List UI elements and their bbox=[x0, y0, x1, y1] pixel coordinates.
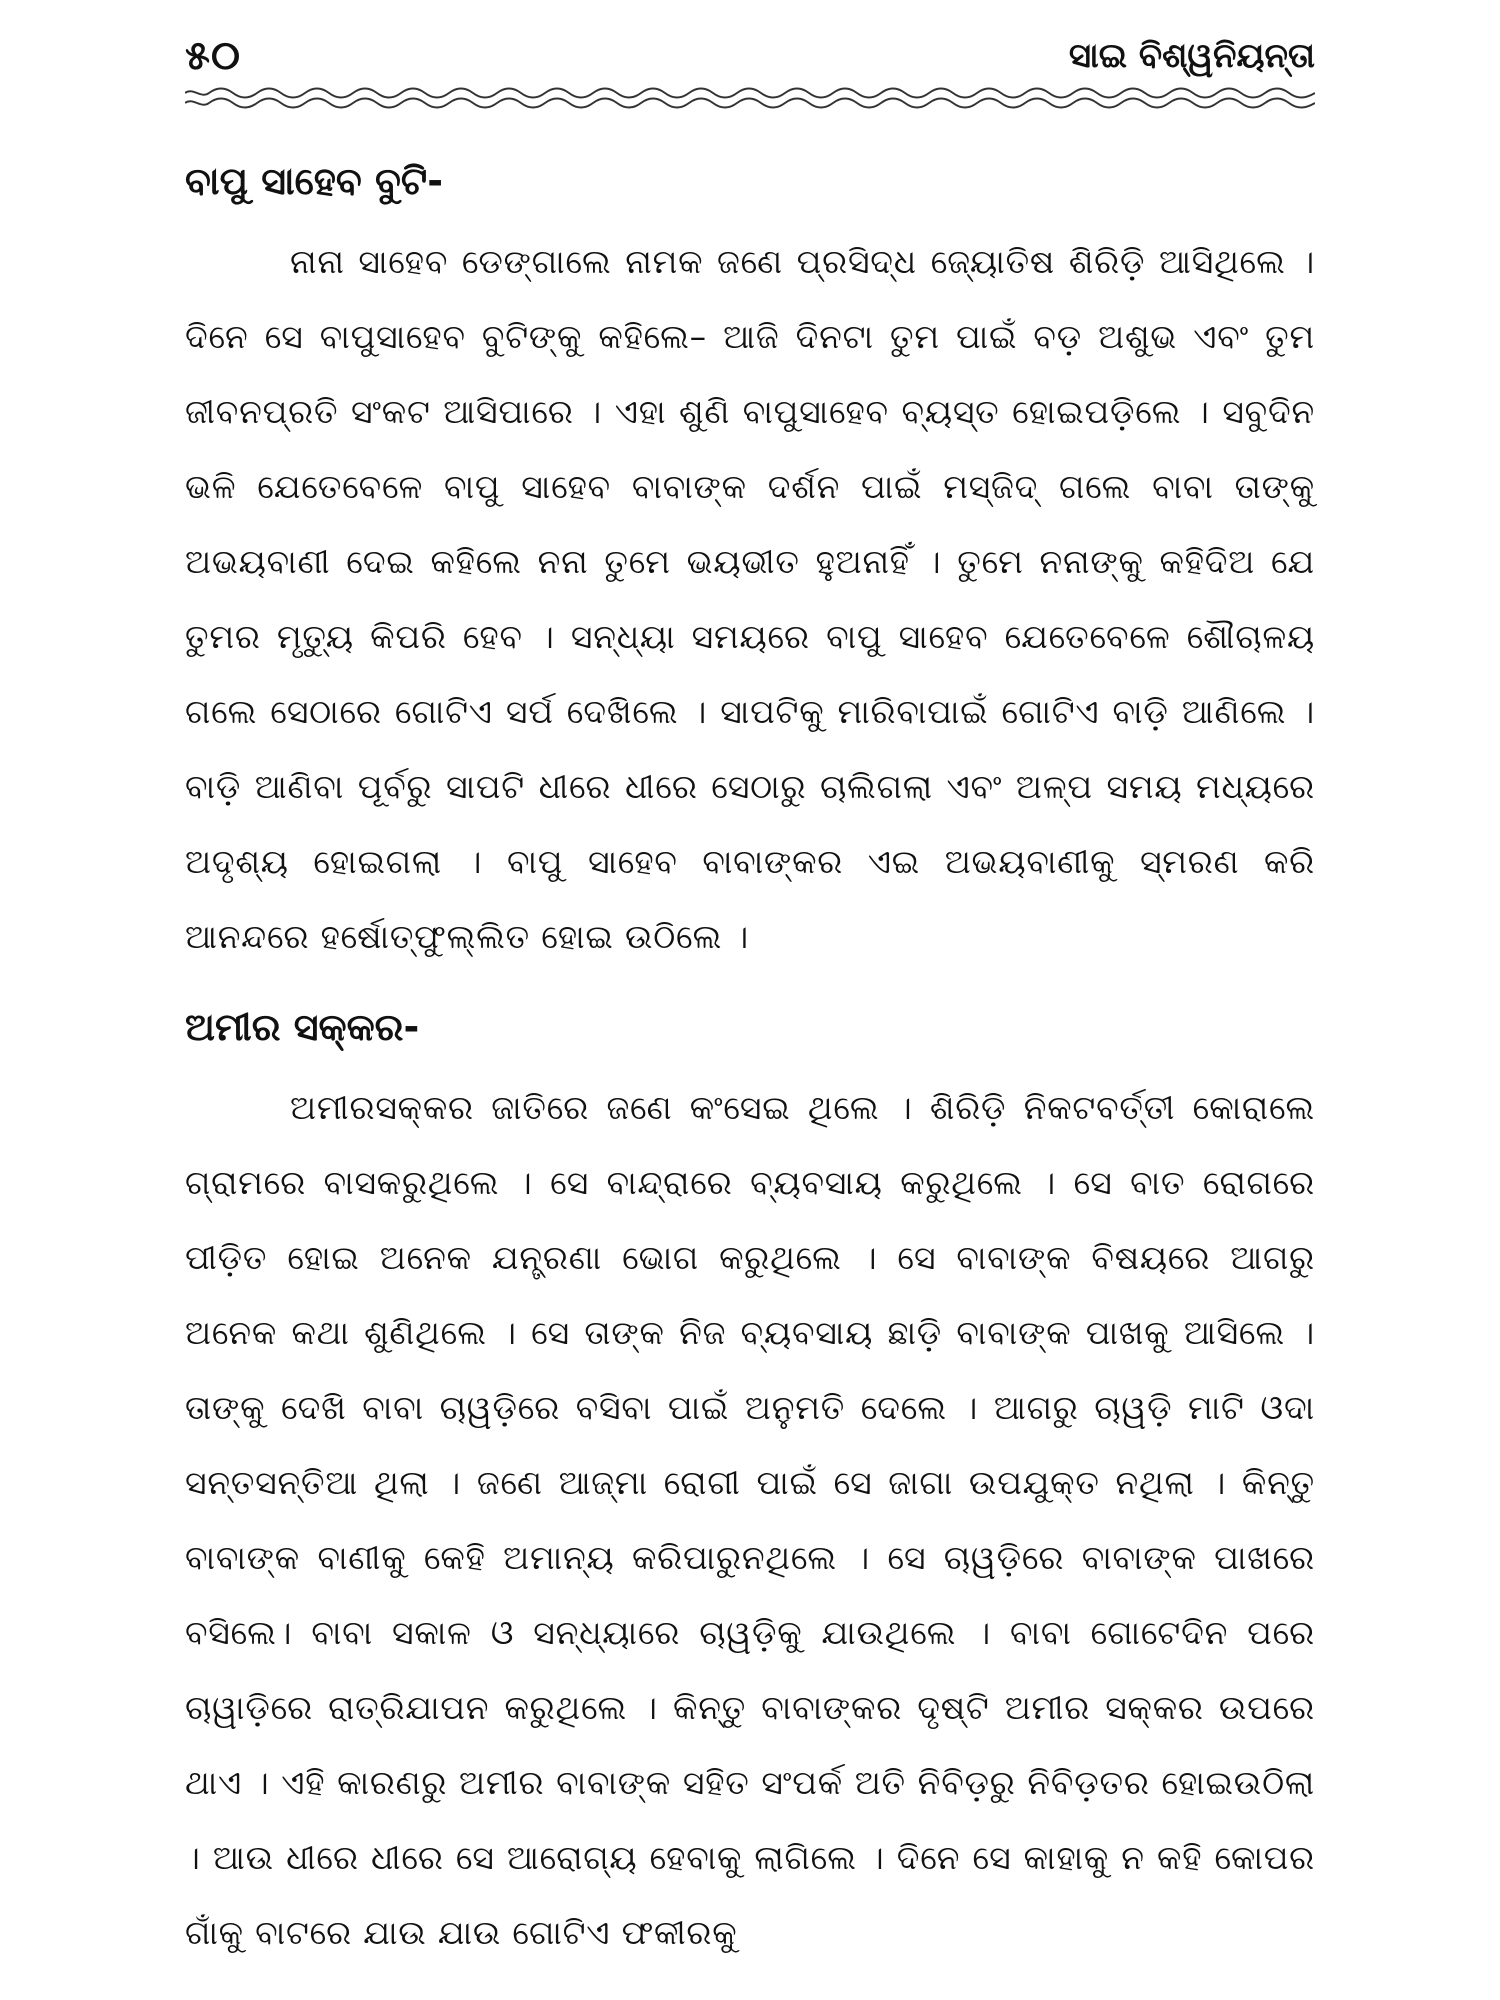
page-number: ୫୦ bbox=[185, 33, 241, 79]
running-title: ସାଇ ବିଶ୍ୱନିୟନ୍ତା bbox=[1068, 36, 1315, 76]
decorative-wavy-rule bbox=[185, 86, 1315, 110]
page-content bbox=[185, 150, 1315, 1970]
section-paragraph-bapu-saheb-buti: ନାନା ସାହେବ ଡେଙ୍ଗାଲେ ନାମକ ଜଣେ ପ୍ରସିଦ୍ଧ ଜ୍ୟୋତିଷ ଶିରିଡ଼ି ଆସିଥିଲେ । ଦିନେ ସେ ବାପୁସାହେବ ବୁଟିଙ୍କୁ କହିଲେ– ଆଜି ଦିନଟା ତୁମ ପାଇଁ ବଡ଼ ଅଶୁଭ ଏବଂ ତୁମ ଜୀବନପ୍ରତି ସଂକଟ ଆସିପାରେ । ଏହା ଶୁଣି ବାପୁସାହେବ ବ୍ୟସ୍ତ ହୋଇପଡ଼ିଲେ । ସବୁଦିନ ଭଳି ଯେତେବେଳେ ବାପୁ ସାହେବ ବାବାଙ୍କ ଦର୍ଶନ ପାଇଁ ମସ୍‌ଜିଦ୍ ଗଲେ ବାବା ତାଙ୍କୁ ଅଭୟବାଣୀ ଦେଇ କହିଲେ ନନା ତୁମେ ଭୟଭୀତ ହୁଅନାହିଁ । ତୁମେ ନନାଙ୍କୁ କହିଦିଅ ଯେ ତୁମର ମୃତ୍ୟୁ କିପରି ହେବ । ସନ୍ଧ୍ୟା ସମୟରେ ବାପୁ ସାହେବ ଯେତେବେଳେ ଶୌଚାଳୟ ଗଲେ ସେଠାରେ ଗୋଟିଏ ସର୍ପ ଦେଖିଲେ । ସାପଟିକୁ ମାରିବାପାଇଁ ଗୋଟିଏ ବାଡ଼ି ଆଣିଲେ । ବାଡ଼ି ଆଣିବା ପୂର୍ବରୁ ସାପଟି ଧୀରେ ଧୀରେ ସେଠାରୁ ଚାଲିଗଲା ଏବଂ ଅଳ୍ପ ସମୟ ମଧ୍ୟରେ ଅଦୃଶ୍ୟ ହୋଇଗଲା । ବାପୁ ସାହେବ ବାବାଙ୍କର ଏଇ ଅଭୟବାଣୀକୁ ସ୍ମରଣ କରି ଆନନ୍ଦରେ ହର୍ଷୋତ୍‌ଫୁଲ୍ଲିତ ହୋଇ ଉଠିଲେ । bbox=[185, 242, 1315, 956]
page-header bbox=[185, 28, 1315, 84]
section-heading-bapu-saheb-buti: ବାପୁ ସାହେବ ବୁଟି- bbox=[185, 159, 444, 203]
section-paragraph-amir-sakkar: ଅମୀରସକ୍କର ଜାତିରେ ଜଣେ କଂସେଇ ଥିଲେ । ଶିରିଡ଼ି ନିକଟବର୍ତ୍ତୀ କୋରାଲେ ଗ୍ରାମରେ ବାସକରୁଥିଲେ । ସେ ବାନ୍ଦ୍ରାରେ ବ୍ୟବସାୟ କରୁଥିଲେ । ସେ ବାତ ରୋଗରେ ପୀଡ଼ିତ ହୋଇ ଅନେକ ଯନ୍ତ୍ରଣା ଭୋଗ କରୁଥିଲେ । ସେ ବାବାଙ୍କ ବିଷୟରେ ଆଗରୁ ଅନେକ କଥା ଶୁଣିଥିଲେ । ସେ ତାଙ୍କ ନିଜ ବ୍ୟବସାୟ ଛାଡ଼ି ବାବାଙ୍କ ପାଖକୁ ଆସିଲେ । ତାଙ୍କୁ ଦେଖି ବାବା ଚାୱଡ଼ିରେ ବସିବା ପାଇଁ ଅନୁମତି ଦେଲେ । ଆଗରୁ ଚାୱଡ଼ି ମାଟି ଓଦା ସନ୍ତସନ୍ତିଆ ଥିଲା । ଜଣେ ଆଜ୍‌ମା ରୋଗୀ ପାଇଁ ସେ ଜାଗା ଉପଯୁକ୍ତ ନଥିଲା । କିନ୍ତୁ ବାବାଙ୍କ ବାଣୀକୁ କେହି ଅମାନ୍ୟ କରିପାରୁନଥିଲେ । ସେ ଚାୱଡ଼ିରେ ବାବାଙ୍କ ପାଖରେ ବସିଲେ। ବାବା ସକାଳ ଓ ସନ୍ଧ୍ୟାରେ ଚାୱଡ଼ିକୁ ଯାଉଥିଲେ । ବାବା ଗୋଟେଦିନ ପରେ ଚାୱାଡ଼ିରେ ରାତ୍ରିଯାପନ କରୁଥିଲେ । କିନ୍ତୁ ବାବାଙ୍କର ଦୃଷ୍ଟି ଅମୀର ସକ୍କର ଉପରେ ଥାଏ । ଏହି କାରଣରୁ ଅମୀର ବାବାଙ୍କ ସହିତ ସଂପର୍କ ଅତି ନିବିଡ଼ରୁ ନିବିଡ଼ତର ହୋଇଉଠିଲା । ଆଉ ଧୀରେ ଧୀରେ ସେ ଆରୋଗ୍ୟ ହେବାକୁ ଲାଗିଲେ । ଦିନେ ସେ କାହାକୁ ନ କହି କୋପର ଗାଁକୁ ବାଟରେ ଯାଉ ଯାଉ ଗୋଟିଏ ଫକୀରକୁ bbox=[185, 1088, 1315, 1952]
section-heading-amir-sakkar: ଅମୀର ସକ୍କର- bbox=[185, 1005, 420, 1049]
